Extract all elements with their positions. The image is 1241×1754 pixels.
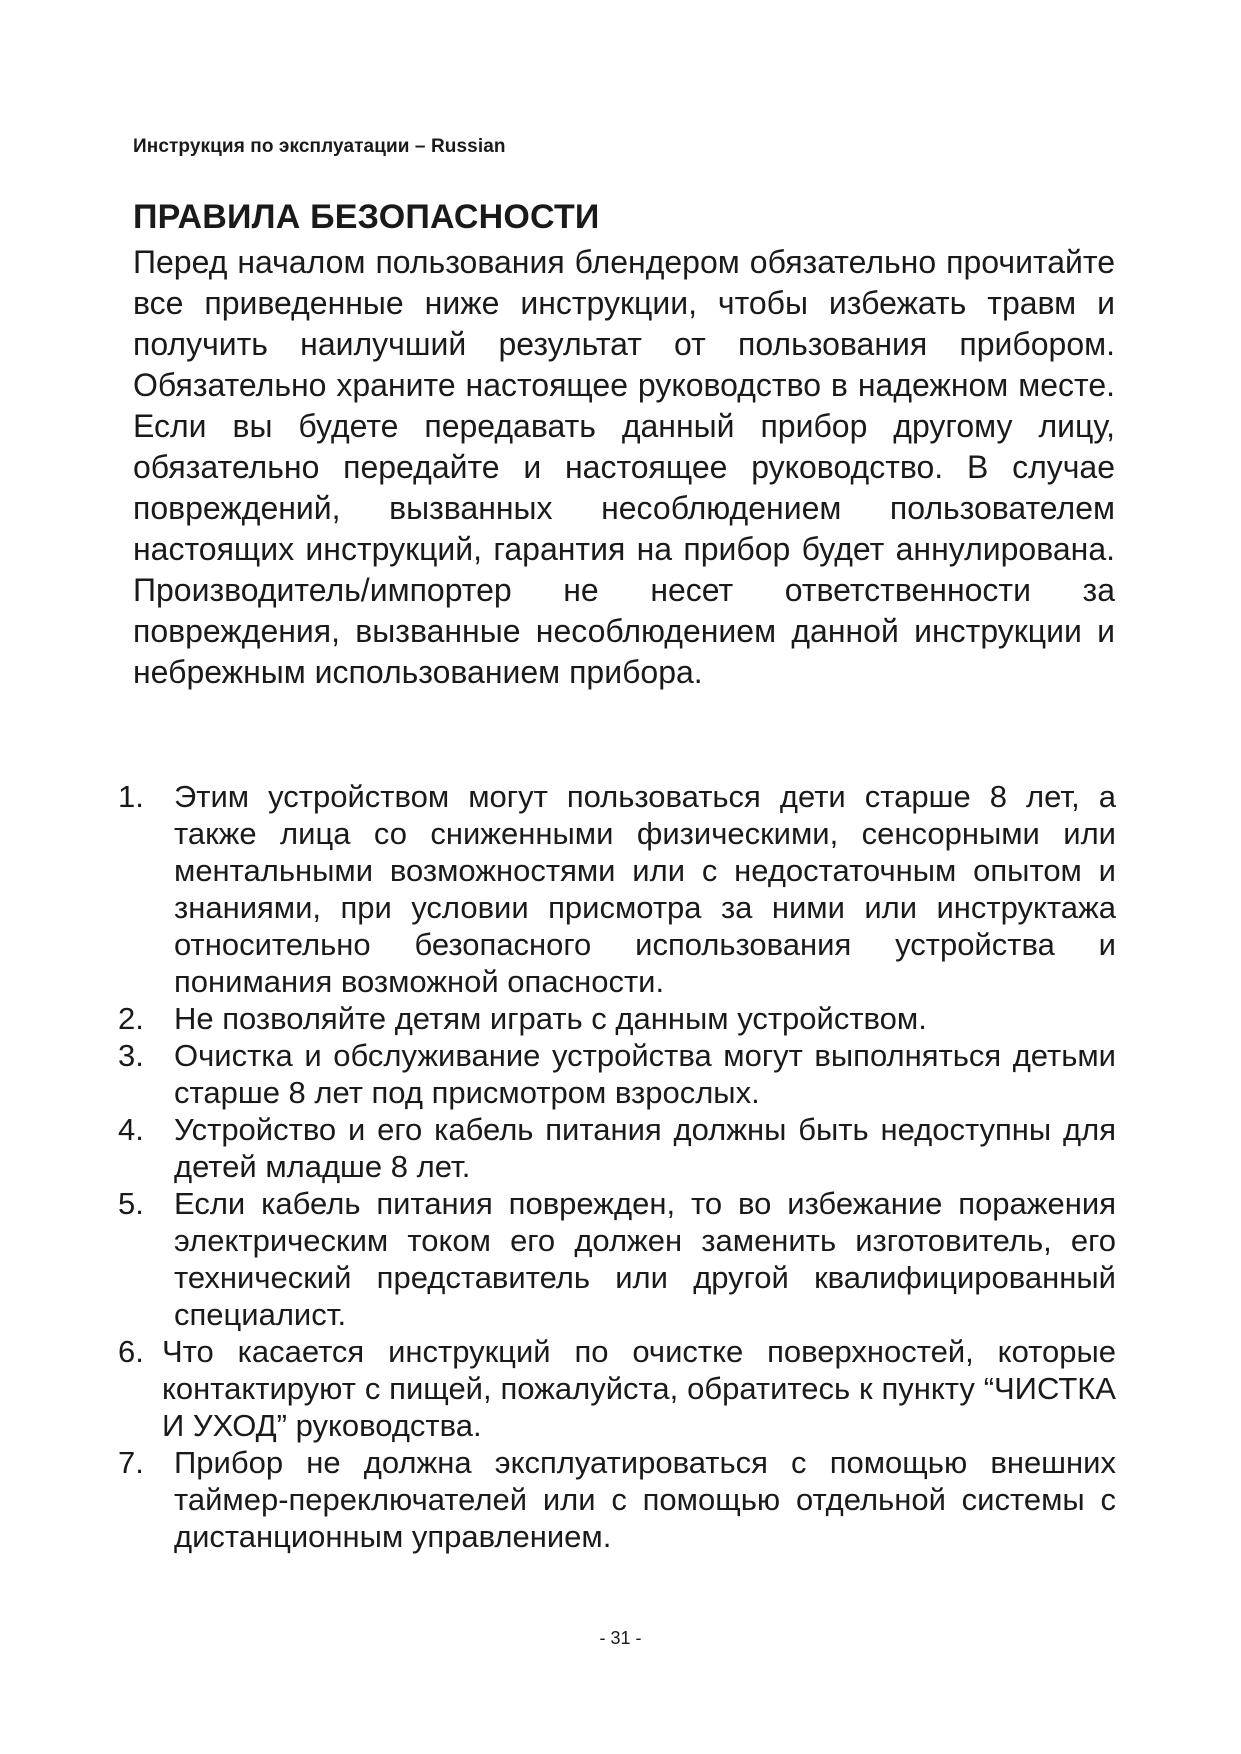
safety-rules-list	[0, 778, 1241, 1555]
list-item	[0, 1444, 1241, 1555]
list-item-number: 2.	[118, 1001, 144, 1036]
list-item	[0, 778, 1241, 1000]
intro-paragraph: Перед началом пользования блендером обязательно прочитайте все приведенные ниже инструкции, чтобы избежать травм и получить наилучший результат от пользования прибором. Обязательно храните настоящее руководство в надежном месте. Если вы будете передавать данный прибор другому лицу, обязательно передайте и настоящее руководство. В случае повреждений, вызванных несоблюдением пользователем настоящих инструкций, гарантия на прибор будет аннулирована. Производитель/импортер не несет ответственности за повреждения, вызванные несоблюдением данной инструкции и небрежным использованием прибора.	[133, 244, 1115, 690]
list-item-number: 7.	[118, 1445, 144, 1480]
page-number: - 31 -	[599, 1628, 642, 1648]
list-item-text: Очистка и обслуживание устройства могут выполняться детьми старше 8 лет под присмотром взрослых.	[174, 1038, 1116, 1110]
list-item	[0, 1000, 1241, 1037]
list-item	[0, 1111, 1241, 1185]
list-item-text: Если кабель питания поврежден, то во избежание поражения электрическим током его должен заменить изготовитель, его технический представитель или другой квалифицированный специалист.	[174, 1186, 1116, 1332]
list-item	[0, 1333, 1241, 1444]
list-item	[0, 1037, 1241, 1111]
list-item-text: Не позволяйте детям играть с данным устройством.	[174, 1001, 927, 1036]
list-item	[0, 1185, 1241, 1333]
list-item-number: 5.	[118, 1186, 144, 1221]
list-item-text: Что касается инструкций по очистке поверхностей, которые контактируют с пищей, пожалуйста, обратитесь к пункту “ЧИСТКА И УХОД” руководства.	[162, 1334, 1116, 1443]
list-item-text: Устройство и его кабель питания должны быть недоступны для детей младше 8 лет.	[174, 1112, 1116, 1184]
list-item-number: 4.	[118, 1112, 144, 1147]
page-header: Инструкция по эксплуатации – Russian	[133, 136, 506, 157]
section-title: ПРАВИЛА БЕЗОПАСНОСТИ	[133, 198, 600, 236]
list-item-number: 3.	[118, 1038, 144, 1073]
list-item-number: 6.	[118, 1334, 144, 1369]
list-item-text: Прибор не должна эксплуатироваться с помощью внешних таймер-переключателей или с помощью отдельной системы с дистанционным управлением.	[174, 1445, 1116, 1554]
list-item-number: 1.	[118, 779, 144, 814]
list-item-text: Этим устройством могут пользоваться дети старше 8 лет, а также лица со сниженными физическими, сенсорными или ментальными возможностями или с недостаточным опытом и знаниями, при условии присмотра за ними или инструктажа относительно безопасного использования устройства и понимания возможной опасности.	[174, 779, 1116, 999]
